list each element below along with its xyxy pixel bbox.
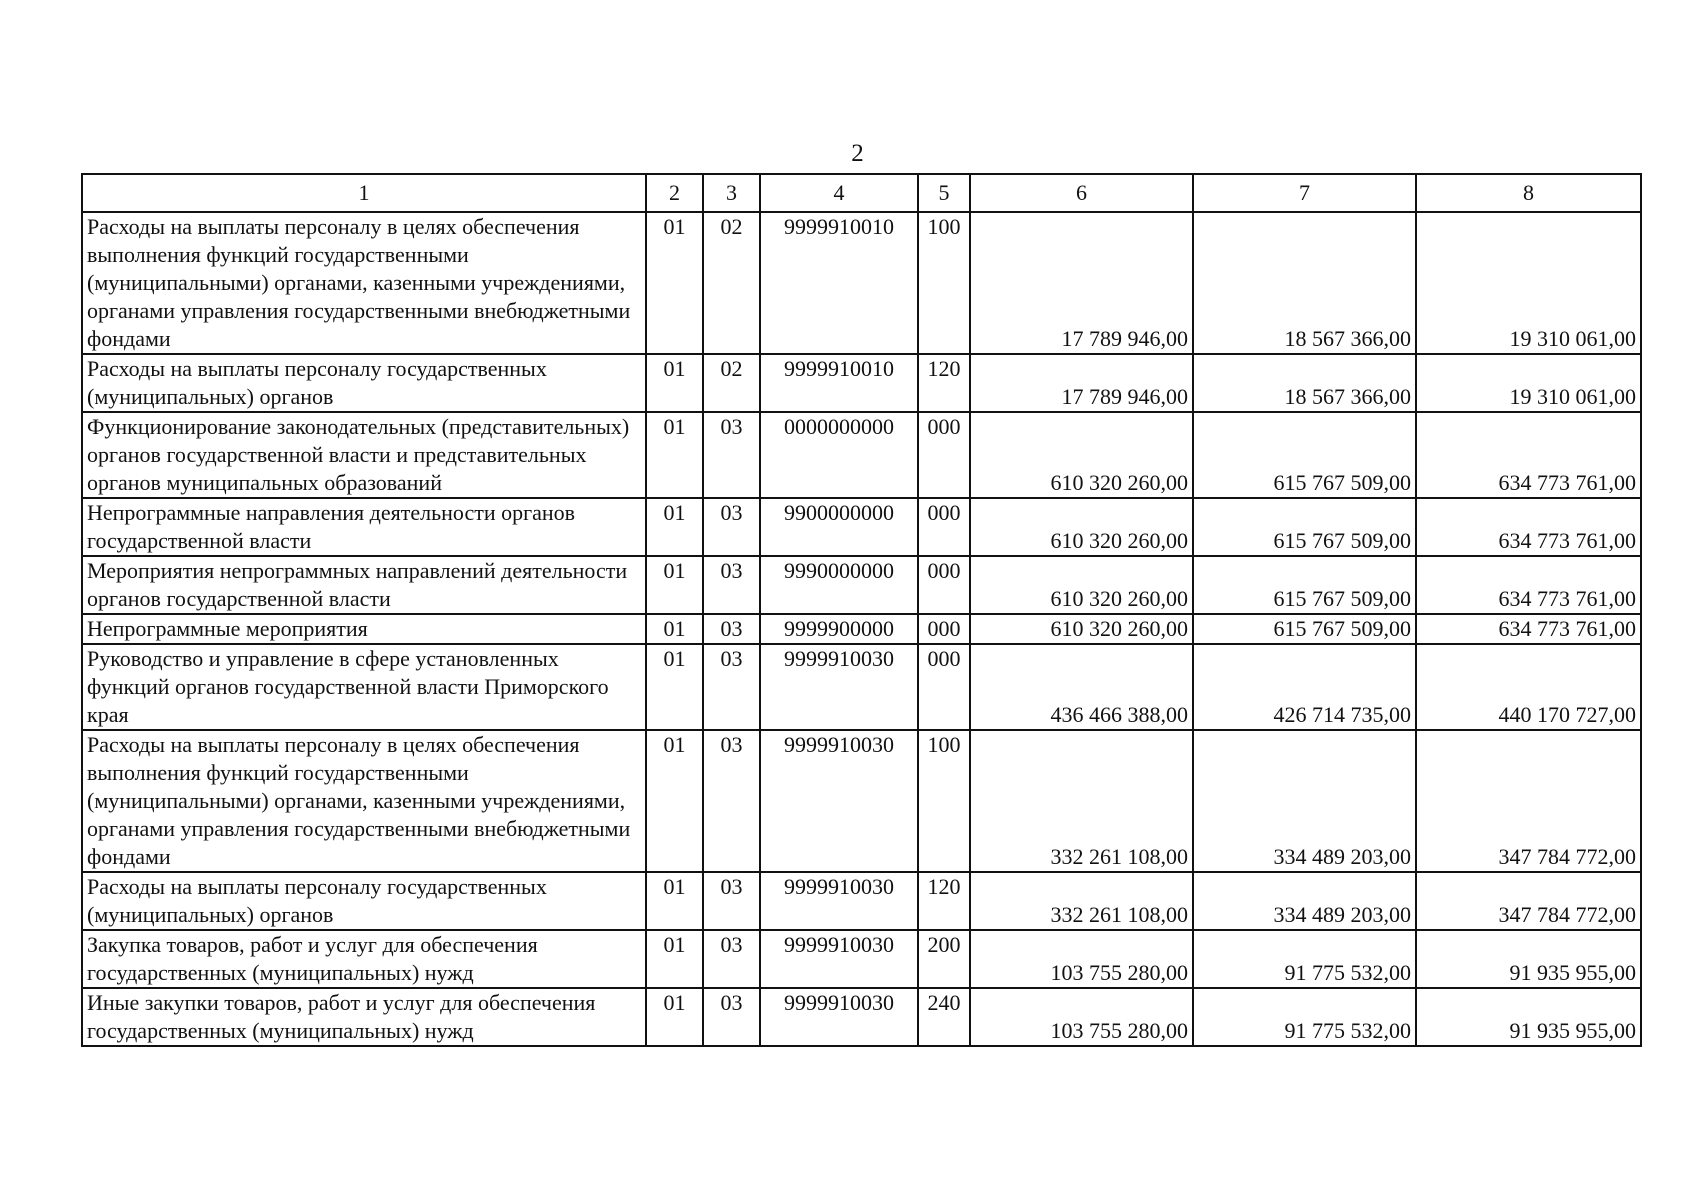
amount-year-2: 334 489 203,00 xyxy=(1193,872,1416,930)
amount-year-2: 426 714 735,00 xyxy=(1193,644,1416,730)
row-name: Непрограммные направления деятельности органов государственной власти xyxy=(82,498,646,556)
target-article-code: 9990000000 xyxy=(760,556,918,614)
section-code: 01 xyxy=(646,212,703,354)
table-row xyxy=(82,872,1641,930)
amount-year-2: 18 567 366,00 xyxy=(1193,212,1416,354)
row-name: Расходы на выплаты персоналу в целях обеспечения выполнения функций государственными (муниципальными) органами, казенными учреждениями, органами управления государственными внебюджетными фондами xyxy=(82,212,646,354)
section-code: 01 xyxy=(646,644,703,730)
row-name: Руководство и управление в сфере установленных функций органов государственной власти Приморского края xyxy=(82,644,646,730)
expense-type-code: 100 xyxy=(918,730,970,872)
expense-type-code: 120 xyxy=(918,354,970,412)
subsection-code: 03 xyxy=(703,412,760,498)
amount-year-1: 610 320 260,00 xyxy=(970,614,1193,644)
subsection-code: 03 xyxy=(703,730,760,872)
row-name: Расходы на выплаты персоналу государственных (муниципальных) органов xyxy=(82,872,646,930)
amount-year-1: 332 261 108,00 xyxy=(970,872,1193,930)
expense-type-code: 120 xyxy=(918,872,970,930)
expense-type-code: 000 xyxy=(918,644,970,730)
target-article-code: 9999900000 xyxy=(760,614,918,644)
target-article-code: 9999910030 xyxy=(760,988,918,1046)
header-cell: 5 xyxy=(918,174,970,212)
section-code: 01 xyxy=(646,498,703,556)
header-cell: 3 xyxy=(703,174,760,212)
amount-year-3: 347 784 772,00 xyxy=(1416,730,1641,872)
budget-table xyxy=(81,173,1642,1047)
table-row xyxy=(82,644,1641,730)
amount-year-2: 91 775 532,00 xyxy=(1193,988,1416,1046)
section-code: 01 xyxy=(646,556,703,614)
table-row xyxy=(82,498,1641,556)
section-code: 01 xyxy=(646,930,703,988)
target-article-code: 9999910010 xyxy=(760,354,918,412)
subsection-code: 03 xyxy=(703,498,760,556)
subsection-code: 03 xyxy=(703,614,760,644)
amount-year-3: 634 773 761,00 xyxy=(1416,556,1641,614)
expense-type-code: 100 xyxy=(918,212,970,354)
subsection-code: 03 xyxy=(703,556,760,614)
amount-year-3: 347 784 772,00 xyxy=(1416,872,1641,930)
subsection-code: 02 xyxy=(703,354,760,412)
row-name: Иные закупки товаров, работ и услуг для обеспечения государственных (муниципальных) нужд xyxy=(82,988,646,1046)
expense-type-code: 000 xyxy=(918,556,970,614)
table-row xyxy=(82,412,1641,498)
amount-year-2: 334 489 203,00 xyxy=(1193,730,1416,872)
expense-type-code: 000 xyxy=(918,498,970,556)
row-name: Функционирование законодательных (представительных) органов государственной власти и представительных органов муниципальных образований xyxy=(82,412,646,498)
target-article-code: 9999910030 xyxy=(760,930,918,988)
amount-year-1: 103 755 280,00 xyxy=(970,930,1193,988)
subsection-code: 03 xyxy=(703,988,760,1046)
amount-year-3: 634 773 761,00 xyxy=(1416,614,1641,644)
section-code: 01 xyxy=(646,614,703,644)
row-name: Закупка товаров, работ и услуг для обеспечения государственных (муниципальных) нужд xyxy=(82,930,646,988)
target-article-code: 9999910030 xyxy=(760,872,918,930)
amount-year-3: 634 773 761,00 xyxy=(1416,412,1641,498)
expense-type-code: 000 xyxy=(918,614,970,644)
table-row xyxy=(82,730,1641,872)
section-code: 01 xyxy=(646,872,703,930)
amount-year-3: 91 935 955,00 xyxy=(1416,930,1641,988)
expense-type-code: 240 xyxy=(918,988,970,1046)
amount-year-2: 615 767 509,00 xyxy=(1193,498,1416,556)
row-name: Расходы на выплаты персоналу государственных (муниципальных) органов xyxy=(82,354,646,412)
header-cell: 2 xyxy=(646,174,703,212)
expense-type-code: 000 xyxy=(918,412,970,498)
amount-year-1: 610 320 260,00 xyxy=(970,556,1193,614)
amount-year-2: 615 767 509,00 xyxy=(1193,556,1416,614)
amount-year-3: 634 773 761,00 xyxy=(1416,498,1641,556)
target-article-code: 9900000000 xyxy=(760,498,918,556)
amount-year-3: 19 310 061,00 xyxy=(1416,354,1641,412)
header-row xyxy=(82,174,1641,212)
expense-type-code: 200 xyxy=(918,930,970,988)
amount-year-1: 103 755 280,00 xyxy=(970,988,1193,1046)
amount-year-1: 436 466 388,00 xyxy=(970,644,1193,730)
amount-year-2: 18 567 366,00 xyxy=(1193,354,1416,412)
table-row xyxy=(82,556,1641,614)
amount-year-2: 615 767 509,00 xyxy=(1193,412,1416,498)
table-row xyxy=(82,988,1641,1046)
subsection-code: 02 xyxy=(703,212,760,354)
header-cell: 6 xyxy=(970,174,1193,212)
subsection-code: 03 xyxy=(703,644,760,730)
page-number: 2 xyxy=(851,140,864,167)
target-article-code: 0000000000 xyxy=(760,412,918,498)
amount-year-1: 610 320 260,00 xyxy=(970,412,1193,498)
table-row xyxy=(82,212,1641,354)
row-name: Непрограммные мероприятия xyxy=(82,614,646,644)
amount-year-3: 440 170 727,00 xyxy=(1416,644,1641,730)
header-cell: 8 xyxy=(1416,174,1641,212)
section-code: 01 xyxy=(646,412,703,498)
amount-year-2: 615 767 509,00 xyxy=(1193,614,1416,644)
amount-year-3: 91 935 955,00 xyxy=(1416,988,1641,1046)
target-article-code: 9999910030 xyxy=(760,730,918,872)
subsection-code: 03 xyxy=(703,930,760,988)
header-cell: 1 xyxy=(82,174,646,212)
row-name: Расходы на выплаты персоналу в целях обеспечения выполнения функций государственными (муниципальными) органами, казенными учреждениями, органами управления государственными внебюджетными фондами xyxy=(82,730,646,872)
table-row xyxy=(82,930,1641,988)
section-code: 01 xyxy=(646,988,703,1046)
amount-year-1: 17 789 946,00 xyxy=(970,212,1193,354)
section-code: 01 xyxy=(646,354,703,412)
header-cell: 4 xyxy=(760,174,918,212)
target-article-code: 9999910030 xyxy=(760,644,918,730)
table-row xyxy=(82,354,1641,412)
amount-year-2: 91 775 532,00 xyxy=(1193,930,1416,988)
amount-year-1: 332 261 108,00 xyxy=(970,730,1193,872)
amount-year-3: 19 310 061,00 xyxy=(1416,212,1641,354)
amount-year-1: 17 789 946,00 xyxy=(970,354,1193,412)
header-cell: 7 xyxy=(1193,174,1416,212)
amount-year-1: 610 320 260,00 xyxy=(970,498,1193,556)
subsection-code: 03 xyxy=(703,872,760,930)
section-code: 01 xyxy=(646,730,703,872)
row-name: Мероприятия непрограммных направлений деятельности органов государственной власти xyxy=(82,556,646,614)
table-row xyxy=(82,614,1641,644)
target-article-code: 9999910010 xyxy=(760,212,918,354)
